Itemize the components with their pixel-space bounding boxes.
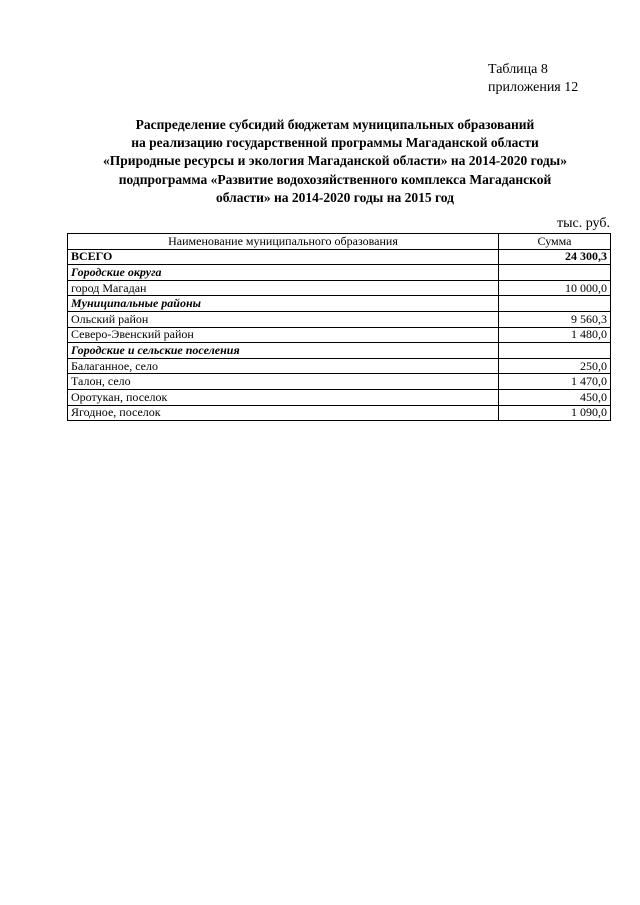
table-header-row [68, 234, 611, 250]
table-row [68, 405, 611, 421]
units-label: тыс. руб. [557, 216, 610, 231]
row-name: Оротукан, поселок [68, 389, 499, 405]
group-sum-empty [499, 343, 611, 359]
total-row [68, 249, 611, 265]
table-row [68, 327, 611, 343]
row-sum: 10 000,0 [499, 280, 611, 296]
title-line: подпрограмма «Развитие водохозяйственного комплекса Магаданской [118, 171, 552, 187]
row-name: Ольский район [68, 311, 499, 327]
row-sum: 250,0 [499, 358, 611, 374]
table-row [68, 389, 611, 405]
group-title: Городские округа [68, 265, 499, 281]
subsidies-table [67, 233, 611, 421]
title-line: области» на 2014-2020 годы на 2015 год [216, 189, 454, 205]
group-row [68, 343, 611, 359]
table-row [68, 358, 611, 374]
table-row [68, 374, 611, 390]
row-name: Ягодное, поселок [68, 405, 499, 421]
title-line: Распределение субсидий бюджетам муниципальных образований [135, 117, 535, 132]
row-sum: 9 560,3 [499, 311, 611, 327]
row-sum: 450,0 [499, 389, 611, 405]
row-sum: 1 470,0 [499, 374, 611, 390]
table-row [68, 311, 611, 327]
group-title: Муниципальные районы [68, 296, 499, 312]
row-sum: 1 480,0 [499, 327, 611, 343]
table-number: Таблица 8 [488, 62, 548, 77]
group-row [68, 265, 611, 281]
group-row [68, 296, 611, 312]
table-row [68, 280, 611, 296]
row-name: Талон, село [68, 374, 499, 390]
row-name: Балаганное, село [68, 358, 499, 374]
appendix-number: приложения 12 [488, 80, 579, 95]
row-sum: 1 090,0 [499, 405, 611, 421]
total-sum: 24 300,3 [499, 249, 611, 265]
group-sum-empty [499, 265, 611, 281]
header-name: Наименование муниципального образования [68, 234, 499, 250]
group-title: Городские и сельские поселения [68, 343, 499, 359]
row-name: Северо-Эвенский район [68, 327, 499, 343]
total-label: ВСЕГО [68, 249, 499, 265]
title-line: «Природные ресурсы и экология Магаданской области» на 2014-2020 годы» [103, 153, 567, 169]
row-name: город Магадан [68, 280, 499, 296]
document-title [40, 116, 630, 207]
header-sum: Сумма [499, 234, 611, 250]
title-line: на реализацию государственной программы Магаданской области [131, 135, 539, 151]
appendix-reference [488, 61, 578, 97]
group-sum-empty [499, 296, 611, 312]
